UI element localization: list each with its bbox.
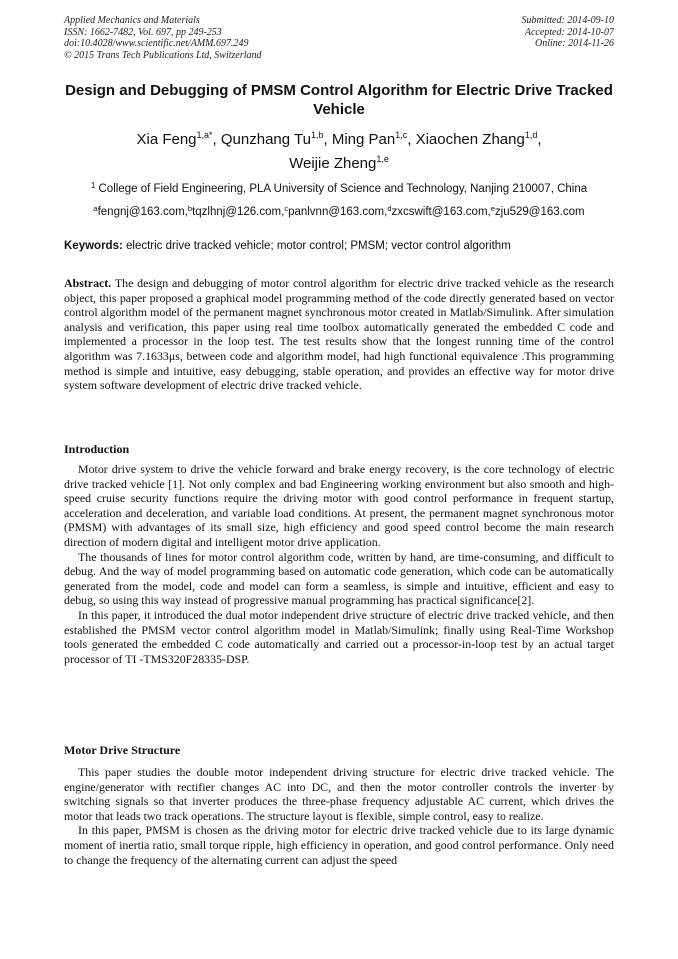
email-address: panlvnn@163.com, xyxy=(288,206,388,218)
author: Xiaochen Zhang$^{1,d}$, xyxy=(415,130,542,148)
accepted-date: Accepted: 2014-10-07 xyxy=(524,26,614,38)
affiliation xyxy=(64,182,614,196)
author: Ming Pan$^{1,c}$, xyxy=(331,130,416,148)
introduction-heading: Introduction xyxy=(64,442,130,456)
author: Xia Feng$^{1,a*}$, xyxy=(136,130,221,148)
motor-drive-body xyxy=(64,765,614,867)
affiliation-mark: 1 xyxy=(90,181,96,190)
introduction-body xyxy=(64,462,614,666)
keywords-label: Keywords: xyxy=(64,240,123,252)
author-list xyxy=(64,128,614,176)
email-address: zxcswift@163.com, xyxy=(391,206,491,218)
abstract-label: Abstract. xyxy=(64,276,112,290)
issn-line: ISSN: 1662-7482, Vol. 697, pp 249-253 xyxy=(64,26,222,38)
affiliation-text: College of Field Engineering, PLA University of Science and Technology, Nanjing 210007, China xyxy=(98,183,588,195)
submitted-date: Submitted: 2014-09-10 xyxy=(521,15,614,26)
abstract xyxy=(64,276,614,393)
keywords xyxy=(64,239,614,253)
motor-drive-heading: Motor Drive Structure xyxy=(64,743,181,757)
journal-info xyxy=(64,15,262,61)
paragraph: This paper studies the double motor independent driving structure for electric drive tracked vehicle. The engine/generator with rectifier changes AC into DC, and then the motor controller controls the inverter by switching signals so that inverter produces the three-phase frequency adjustable AC current, which drives the motor that leads two track operations. The structure layout is flexible, simple control, easy to realize. xyxy=(64,765,614,823)
author: Weijie Zheng$^{1,e}$ xyxy=(289,154,389,172)
doi-line: doi:10.4028/www.scientific.net/AMM.697.249 xyxy=(64,38,249,49)
abstract-text: The design and debugging of motor control algorithm for electric drive tracked vehicle as the research object, this paper proposed a graphical model programming method of the code directly generated based on vector control algorithm model of the permanent magnet synchronous motor created in Matlab/Simulink. After simulation analysis and verification, this paper using real time toolbox automatically generated the embedded C code and implemented a processor in the loop test. The test results show that the longest running time of the control algorithm was 7.1633μs, between code and algorithm model, had high functional equivalence .This programming method is simple and intuitive, easy debugging, stable operation, and provides an effective way for motor drive system software development of electric drive tracked vehicle. xyxy=(64,276,614,393)
paragraph: Motor drive system to drive the vehicle forward and brake energy recovery, is the core technology of electric drive tracked vehicle [1]. Not only complex and bad Engineering working environment but also smooth and high-speed cruise security functions require the driving motor with good control performance in frequent startup, acceleration and deceleration, and variable load conditions. At present, the permanent magnet synchronous motor (PMSM) with advantages of its small size, high efficiency and good speed control become the main research direction of modern digital and intelligent motor drive application. xyxy=(64,462,614,549)
email-address: tqzlhnj@126.com, xyxy=(192,206,285,218)
paper-title: Design and Debugging of PMSM Control Algorithm for Electric Drive Tracked Vehicle xyxy=(65,82,613,118)
publication-dates xyxy=(522,15,615,50)
paragraph: The thousands of lines for motor control algorithm code, written by hand, are time-consuming, and difficult to debug. And the way of model programming based on automatic code generation, which code can be automatically generated from the model, code and model can form a seamless, is simple and intuitive, efficient and easy to debug, so using this way instead of progressive manual programming has practical significance[2]. xyxy=(64,549,614,608)
keywords-text: electric drive tracked vehicle; motor control; PMSM; vector control algorithm xyxy=(126,240,511,252)
author-emails: $^a$fengnj@163.com,$^b$tqzlhnj@126.com,$^c$panlvnn@163.com,$^d$zxcswift@163.com,$^e$zju529@163.com xyxy=(93,204,585,218)
online-date: Online: 2014-11-26 xyxy=(535,38,614,49)
email-address: zju529@163.com xyxy=(494,206,585,218)
journal-name: Applied Mechanics and Materials xyxy=(64,15,200,26)
author: Qunzhang Tu$^{1,b}$, xyxy=(220,130,332,148)
email-address: fengnj@163.com, xyxy=(97,206,188,218)
copyright-line: © 2015 Trans Tech Publications Ltd, Switzerland xyxy=(64,49,262,61)
paragraph: In this paper, PMSM is chosen as the driving motor for electric drive tracked vehicle due to its large dynamic moment of inertia ratio, small torque ripple, high efficiency in operation, and good control performance. Only need to change the frequency of the alternating current can adjust the speed xyxy=(64,823,614,867)
paragraph: In this paper, it introduced the dual motor independent drive structure of electric drive tracked vehicle, and then established the PMSM vector control algorithm model in Matlab/Simulink; finally using Real-Time Workshop tools generated the embedded C code automatically and carried out a processor-in-loop test by an actual target processor of TI -TMS320F28335-DSP. xyxy=(64,607,614,666)
